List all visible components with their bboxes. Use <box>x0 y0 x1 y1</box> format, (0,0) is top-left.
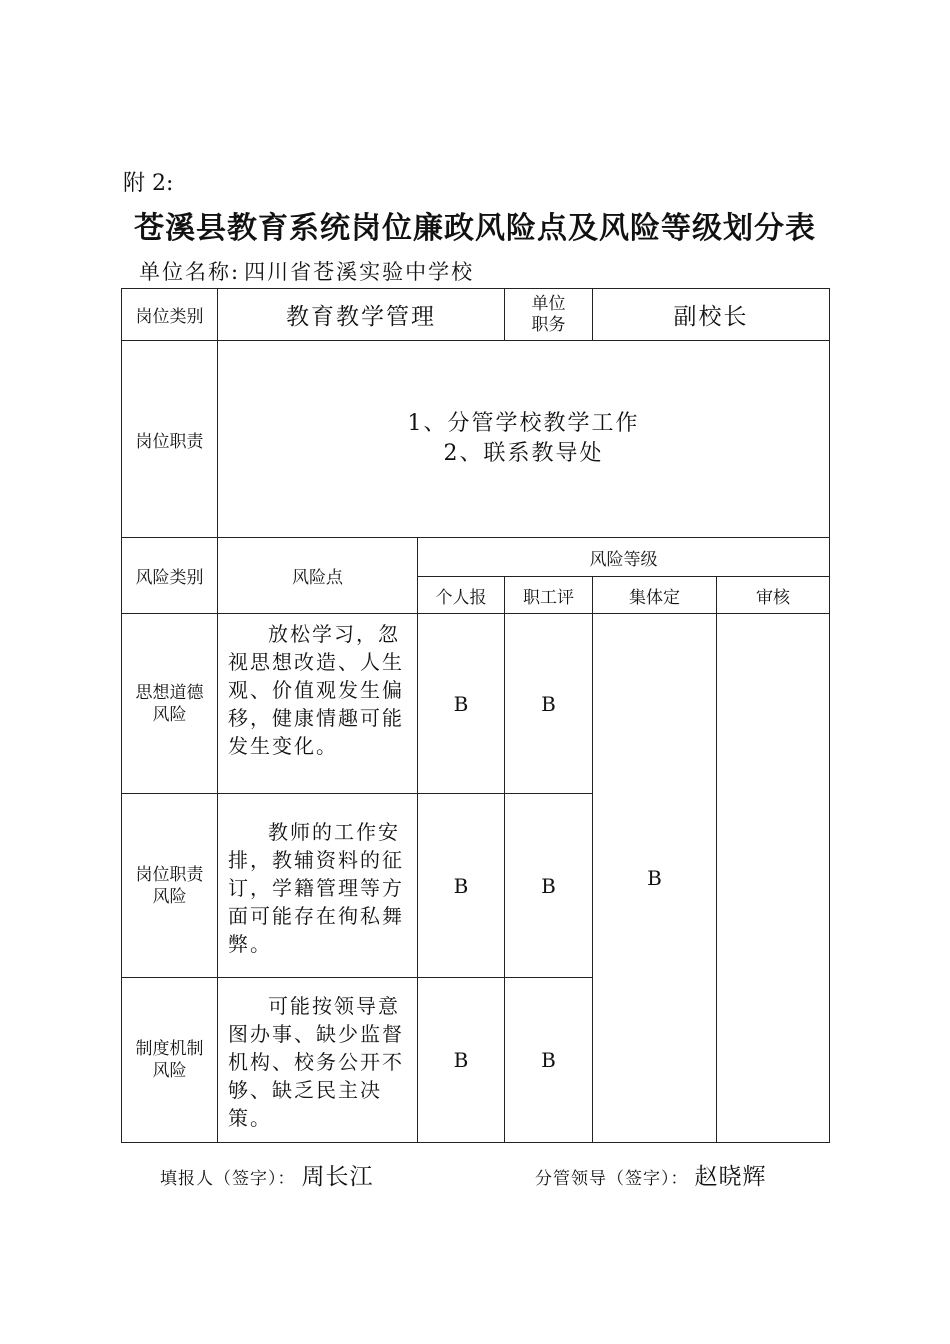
attachment-label: 附 2: <box>123 171 174 196</box>
risk-category-line: 制度机制 <box>135 1039 204 1059</box>
unit-position-value: 副校长 <box>593 289 830 341</box>
personal-level: B <box>418 978 505 1143</box>
unit-name-value: 四川省苍溪实验中学校 <box>244 260 475 284</box>
unit-position-label-line1: 单位 <box>531 293 566 314</box>
unit-name-label: 单位名称: <box>139 260 241 284</box>
filler-label: 填报人（签字）： <box>160 1169 296 1189</box>
document-title: 苍溪县教育系统岗位廉政风险点及风险等级划分表 <box>134 211 816 246</box>
filler-signature <box>160 1158 374 1191</box>
staff-level: B <box>505 978 593 1143</box>
collective-header: 集体定 <box>593 577 717 614</box>
risk-point-text: 教师的工作安排，教辅资料的征订，学籍管理等方面可能存在徇私舞弊。 <box>228 820 404 956</box>
table-row <box>122 614 830 794</box>
unit-name-row <box>135 256 474 286</box>
risk-category-line: 风险 <box>152 886 187 907</box>
duties-cell <box>218 341 830 538</box>
leader-signature <box>535 1158 767 1191</box>
staff-level: B <box>505 614 593 794</box>
unit-position-label <box>505 289 593 341</box>
collective-level: B <box>593 614 717 1143</box>
risk-point <box>218 614 418 794</box>
staff-header: 职工评 <box>505 577 593 614</box>
risk-point-header: 风险点 <box>218 538 418 614</box>
leader-label: 分管领导（签字）： <box>535 1169 689 1189</box>
risk-point-text: 可能按领导意图办事、缺少监督机构、校务公开不够、缺乏民主决策。 <box>228 994 404 1130</box>
risk-category-line: 思想道德 <box>135 682 204 703</box>
risk-table <box>121 288 830 1143</box>
post-category-label: 岗位类别 <box>122 289 218 341</box>
post-category-value: 教育教学管理 <box>218 289 505 341</box>
review-level <box>717 614 830 1143</box>
risk-level-header: 风险等级 <box>418 538 830 577</box>
risk-category-line: 风险 <box>152 1061 187 1081</box>
staff-level: B <box>505 794 593 978</box>
risk-category-header: 风险类别 <box>122 538 218 614</box>
personal-level: B <box>418 614 505 794</box>
personal-level: B <box>418 794 505 978</box>
risk-point-text: 放松学习，忽视思想改造、人生观、价值观发生偏移，健康情趣可能发生变化。 <box>228 622 404 758</box>
risk-category <box>122 794 218 978</box>
duty-item: 2、联系教导处 <box>443 441 604 466</box>
duty-item: 1、分管学校教学工作 <box>407 411 640 436</box>
unit-position-label-line2: 职务 <box>531 314 566 335</box>
risk-point <box>218 794 418 978</box>
review-header: 审核 <box>717 577 830 614</box>
leader-name: 赵晓辉 <box>694 1164 767 1190</box>
risk-category-line: 风险 <box>152 704 187 725</box>
duties-label: 岗位职责 <box>122 341 218 538</box>
risk-point <box>218 978 418 1143</box>
risk-category-line: 岗位职责 <box>135 864 204 885</box>
personal-header: 个人报 <box>418 577 505 614</box>
filler-name: 周长江 <box>301 1164 374 1190</box>
risk-category <box>122 614 218 794</box>
risk-category <box>122 978 218 1143</box>
